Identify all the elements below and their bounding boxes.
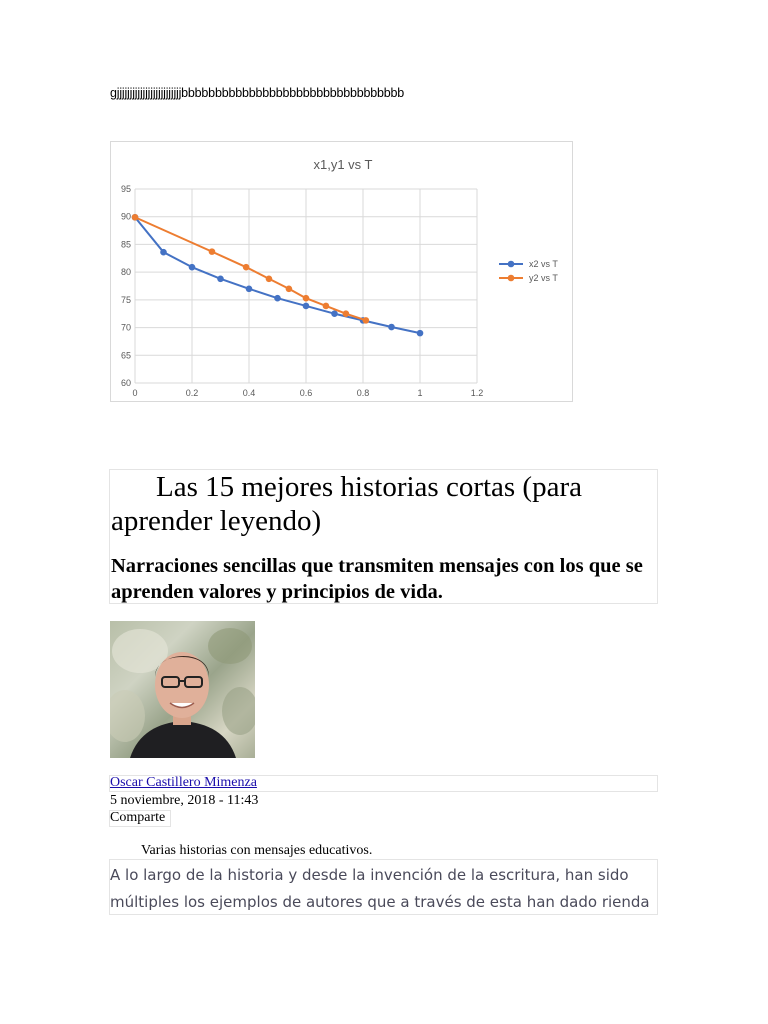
y-tick-label: 70 — [120, 322, 131, 333]
article-title: Las 15 mejores historias cortas (para aprender leyendo) — [111, 471, 582, 537]
author-link[interactable]: Oscar Castillero Mimenza — [110, 775, 257, 790]
share-button[interactable]: Comparte — [110, 810, 166, 825]
chart-svg — [111, 142, 574, 403]
x-tick-label: 0.8 — [356, 388, 370, 398]
chart — [110, 141, 573, 402]
x-tick-label: 0.4 — [242, 388, 256, 398]
y-tick-label: 75 — [120, 294, 131, 305]
data-point — [417, 330, 424, 337]
data-point — [331, 310, 338, 317]
series-line — [135, 217, 420, 333]
data-point — [388, 324, 395, 331]
data-point — [209, 248, 216, 255]
article-body: A lo largo de la historia y desde la invención de la escritura, han sido múltiples los ejemplos de autores que a través de esta han dado rienda — [110, 866, 650, 911]
y-tick-label: 85 — [120, 239, 131, 250]
data-point — [189, 264, 196, 271]
data-point — [363, 317, 370, 324]
data-point — [323, 303, 330, 310]
data-point — [243, 264, 250, 271]
chart-title: x1,y1 vs T — [313, 157, 373, 172]
y-tick-label: 80 — [120, 267, 131, 278]
data-point — [160, 249, 167, 256]
legend-label: x2 vs T — [529, 259, 558, 269]
series-line — [135, 217, 366, 320]
data-point — [303, 295, 310, 302]
data-point — [246, 285, 253, 292]
y-tick-label: 60 — [120, 378, 131, 388]
legend-marker — [508, 275, 515, 282]
author-photo — [110, 621, 255, 758]
x-tick-label: 0.2 — [185, 388, 199, 398]
data-point — [343, 310, 350, 317]
image-caption: Varias historias con mensajes educativos. — [141, 843, 373, 858]
x-tick-label: 0.6 — [299, 388, 313, 398]
y-tick-label: 90 — [120, 211, 131, 222]
header-text: gjjjjjjjjjjjjjjjjjjjjjjjjjbbbbbbbbbbbbbbbbbbbbbbbbbbbbbbbbb — [110, 86, 404, 100]
y-tick-label: 95 — [120, 184, 131, 194]
data-point — [132, 214, 139, 221]
data-point — [274, 295, 281, 302]
data-point — [286, 285, 293, 292]
data-point — [266, 275, 273, 282]
x-tick-label: 1 — [417, 388, 423, 398]
author-portrait-image — [110, 621, 255, 758]
data-point — [217, 275, 224, 282]
publish-date: 5 noviembre, 2018 - 11:43 — [110, 793, 259, 808]
x-tick-label: 1.2 — [470, 388, 484, 398]
data-point — [303, 303, 310, 310]
article-subtitle: Narraciones sencillas que transmiten mensajes con los que se aprenden valores y principios de vida. — [111, 555, 643, 603]
legend-marker — [508, 261, 515, 268]
y-tick-label: 65 — [120, 350, 131, 361]
x-tick-label: 0 — [132, 388, 138, 398]
legend-label: y2 vs T — [529, 273, 558, 283]
